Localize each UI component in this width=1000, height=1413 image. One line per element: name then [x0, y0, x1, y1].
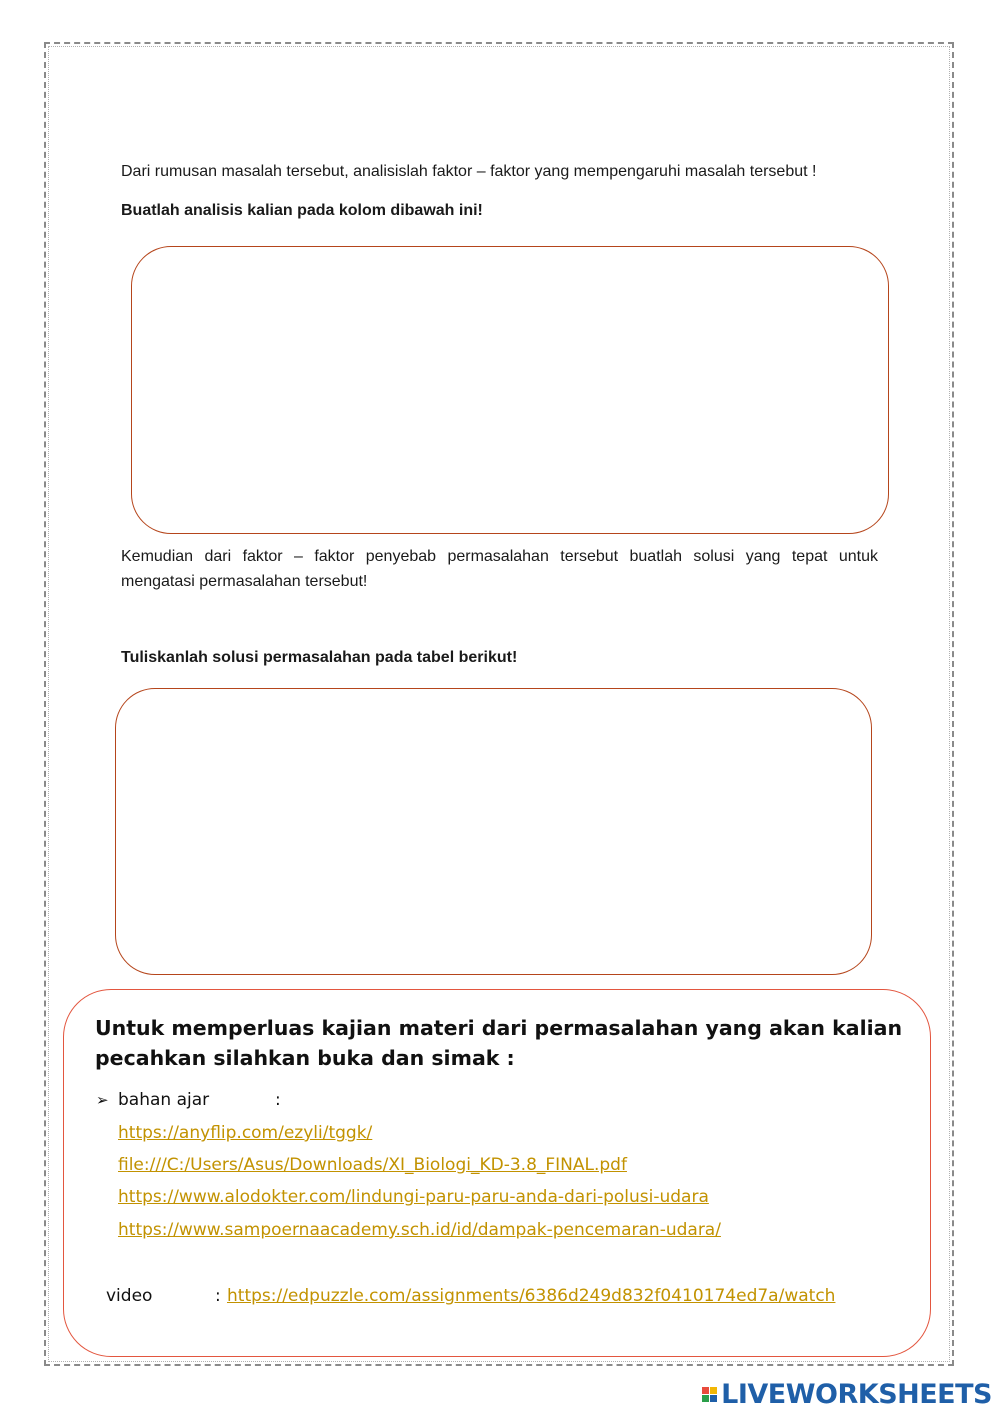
resource-link-pdf[interactable]: file:///C:/Users/Asus/Downloads/XI_Biologi_KD-3.8_FINAL.pdf — [118, 1155, 627, 1175]
liveworksheets-mark-icon — [702, 1387, 717, 1402]
bahan-ajar-colon: : — [275, 1090, 281, 1110]
liveworksheets-wordmark: LIVEWORKSHEETS — [721, 1378, 992, 1410]
video-label: video — [106, 1286, 153, 1306]
resources-heading — [95, 1013, 905, 1073]
resources-heading-line1: Untuk memperluas kajian materi dari permasalahan yang akan kalian — [95, 1016, 903, 1040]
analysis-instruction: Dari rumusan masalah tersebut, analisislah faktor – faktor yang mempengaruhi masalah tersebut ! — [121, 163, 817, 180]
video-link-edpuzzle[interactable]: https://edpuzzle.com/assignments/6386d249d832f0410174ed7a/watch — [227, 1286, 836, 1306]
resource-link-sampoerna[interactable]: https://www.sampoernaacademy.sch.id/id/dampak-pencemaran-udara/ — [118, 1220, 721, 1240]
bahan-ajar-label: bahan ajar — [118, 1090, 210, 1110]
resources-heading-line2: pecahkan silahkan buka dan simak : — [95, 1046, 515, 1070]
solution-prompt: Tuliskanlah solusi permasalahan pada tabel berikut! — [121, 649, 518, 666]
solution-instruction-line1: Kemudian dari faktor – faktor penyebab permasalahan tersebut buatlah solusi yang tepat untuk — [121, 548, 878, 565]
analysis-answer-box[interactable] — [131, 246, 889, 534]
analysis-prompt: Buatlah analisis kalian pada kolom dibawah ini! — [121, 202, 483, 219]
resource-link-anyflip[interactable]: https://anyflip.com/ezyli/tggk/ — [118, 1123, 373, 1143]
solution-answer-input[interactable] — [116, 689, 871, 974]
solution-instruction-line2: mengatasi permasalahan tersebut! — [121, 573, 368, 590]
resource-link-alodokter[interactable]: https://www.alodokter.com/lindungi-paru-paru-anda-dari-polusi-udara — [118, 1187, 709, 1207]
analysis-answer-input[interactable] — [132, 247, 888, 533]
video-colon: : — [215, 1286, 221, 1306]
solution-answer-box[interactable] — [115, 688, 872, 975]
liveworksheets-logo — [702, 1379, 992, 1409]
arrow-bullet-icon: ➢ — [96, 1091, 109, 1109]
